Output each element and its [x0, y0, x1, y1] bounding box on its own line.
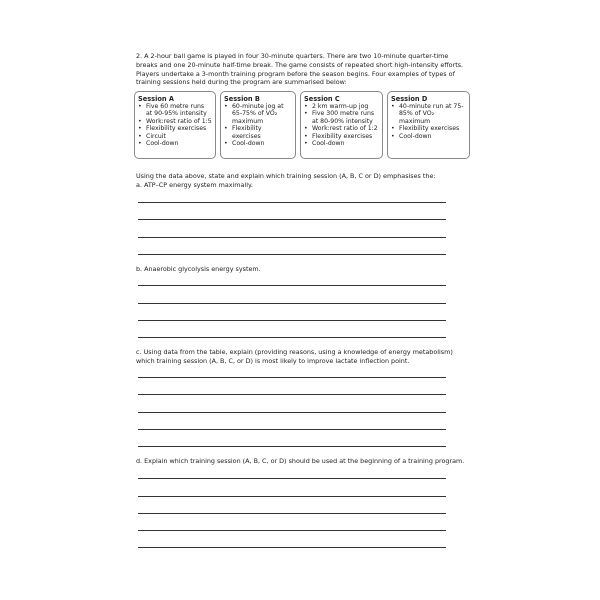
question-intro: 2. A 2-hour ball game is played in four 30-minute quarters. There are two 10-minute quarter-time breaks and one 20-minute half-time break. The game consists of repeated short high-intensity efforts. Players undertake a 3-month training program before the season begins. Four examples of types of training sessions held during the program are summarised below:	[136, 52, 464, 87]
session-title: Session B	[224, 95, 260, 103]
instructions-text: Using the data above, state and explain which training session (A, B, C or D) emphasises the:	[136, 172, 436, 180]
session-item: • Flexibility exercises	[232, 125, 292, 140]
answer-line	[138, 237, 446, 238]
answer-line	[138, 446, 446, 447]
session-item: • 40-minute run at 75-85% of VO₂ maximum	[399, 103, 466, 125]
sessions-table	[134, 91, 470, 161]
session-item: • Flexibility exercises	[399, 125, 466, 132]
answer-line	[138, 219, 446, 220]
answer-line	[138, 394, 446, 395]
session-title: Session D	[391, 95, 428, 103]
part-a-question: a. ATP–CP energy system maximally.	[136, 181, 253, 189]
session-title: Session A	[138, 95, 174, 103]
session-card-a	[134, 91, 216, 159]
session-card-c	[300, 91, 383, 159]
session-item: • Cool-down	[312, 140, 379, 147]
part-b-question: b. Anaerobic glycolysis energy system.	[136, 265, 261, 273]
answer-line	[138, 496, 446, 497]
part-d-question: d. Explain which training session (A, B, C, or D) should be used at the beginning of a training program.	[136, 457, 465, 465]
answer-line	[138, 320, 446, 321]
session-item: • Cool-down	[232, 140, 292, 147]
answer-line	[138, 530, 446, 531]
session-item: • Five 60 metre runs at 90-95% intensity	[146, 103, 212, 118]
answer-line	[138, 429, 446, 430]
session-item: • Work:rest ratio of 1:2	[312, 125, 379, 132]
answer-line	[138, 412, 446, 413]
answer-line	[138, 377, 446, 378]
answer-line	[138, 285, 446, 286]
session-item: • Flexibility exercises	[312, 133, 379, 140]
session-item: • Work:rest ratio of 1:5	[146, 118, 212, 125]
session-item: • Flexibility exercises	[146, 125, 212, 132]
session-item: • Five 300 metre runs at 80-90% intensity	[312, 110, 379, 125]
answer-line	[138, 254, 446, 255]
session-card-d	[387, 91, 470, 159]
session-title: Session C	[304, 95, 340, 103]
session-card-b	[220, 91, 296, 159]
session-item: • 2 km warm-up jog	[312, 103, 379, 110]
session-item: • 60-minute jog at 65-75% of VO₂ maximum	[232, 103, 292, 125]
answer-line	[138, 303, 446, 304]
answer-line	[138, 202, 446, 203]
session-item: • Circuit	[146, 133, 212, 140]
part-c-question: c. Using data from the table, explain (providing reasons, using a knowledge of energy metabolism) which training session (A, B, C, or D) is most likely to improve lactate inflection point.	[136, 348, 453, 365]
session-item: • Cool-down	[399, 133, 466, 140]
answer-line	[138, 478, 446, 479]
answer-line	[138, 547, 446, 548]
answer-line	[138, 513, 446, 514]
session-item: • Cool-down	[146, 140, 212, 147]
answer-line	[138, 337, 446, 338]
